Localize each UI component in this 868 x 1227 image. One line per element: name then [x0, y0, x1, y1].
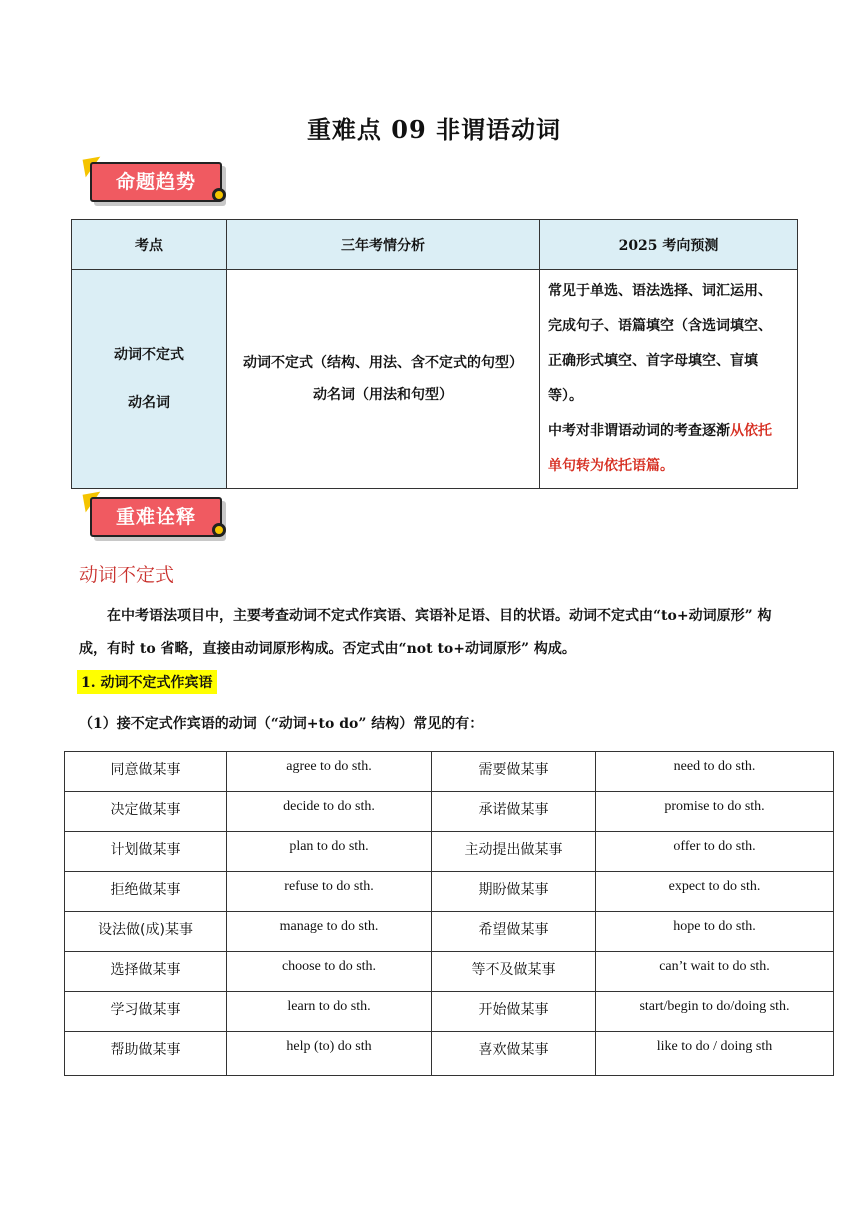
chinese-meaning-cell: 等不及做某事 — [432, 952, 596, 992]
ring-icon — [212, 523, 226, 537]
prediction-line: 完成句子、语篇填空（含选词填空、 — [548, 318, 772, 334]
subheading: （1）接不定式作宾语的动词（“动词+to do” 结构）常见的有： — [79, 716, 484, 732]
table-row — [65, 992, 834, 1032]
chinese-meaning-cell: 同意做某事 — [65, 752, 227, 792]
analysis-line: 动词不定式（结构、用法、含不定式的句型） — [243, 355, 523, 371]
chinese-meaning-cell: 需要做某事 — [432, 752, 596, 792]
english-phrase-cell: plan to do sth. — [227, 832, 432, 872]
banner-trend — [84, 158, 244, 218]
chinese-meaning-cell: 承诺做某事 — [432, 792, 596, 832]
english-phrase-cell: learn to do sth. — [227, 992, 432, 1032]
chinese-meaning-cell: 帮助做某事 — [65, 1032, 227, 1076]
prediction-highlight: 从依托 — [730, 423, 772, 439]
chinese-meaning-cell: 主动提出做某事 — [432, 832, 596, 872]
english-phrase-cell: help (to) do sth — [227, 1032, 432, 1076]
table-row — [65, 952, 834, 992]
table-row — [65, 912, 834, 952]
analysis-cell — [227, 270, 540, 489]
trend-table — [71, 219, 798, 489]
english-phrase-cell: expect to do sth. — [596, 872, 834, 912]
header-prediction: 2025 考向预测 — [540, 220, 798, 270]
table-row — [65, 752, 834, 792]
verb-table — [64, 751, 834, 1076]
english-phrase-cell: manage to do sth. — [227, 912, 432, 952]
table-row — [65, 872, 834, 912]
point-cell — [72, 270, 227, 489]
prediction-line: 中考对非谓语动词的考查逐渐从依托 — [548, 423, 772, 439]
table-row — [65, 1032, 834, 1076]
page-title: 重难点 09 非谓语动词 — [306, 115, 562, 144]
ring-icon — [212, 188, 226, 202]
header-analysis: 三年考情分析 — [227, 220, 540, 270]
english-phrase-cell: need to do sth. — [596, 752, 834, 792]
english-phrase-cell: promise to do sth. — [596, 792, 834, 832]
english-phrase-cell: can’t wait to do sth. — [596, 952, 834, 992]
english-phrase-cell: offer to do sth. — [596, 832, 834, 872]
banner-explain-label: 重难诠释 — [90, 497, 222, 537]
english-phrase-cell: like to do / doing sth — [596, 1032, 834, 1076]
english-phrase-cell: agree to do sth. — [227, 752, 432, 792]
table-row — [65, 792, 834, 832]
intro-paragraph: 在中考语法项目中，主要考查动词不定式作宾语、宾语补足语、目的状语。动词不定式由“to+动词原形” 构成，有时 to 省略，直接由动词原形构成。否定式由“not to+动词原形” 构成。 — [79, 608, 772, 657]
point-line: 动名词 — [128, 395, 170, 411]
chinese-meaning-cell: 计划做某事 — [65, 832, 227, 872]
prediction-highlight: 单句转为依托语篇。 — [548, 458, 674, 474]
chinese-meaning-cell: 设法做(成)某事 — [65, 912, 227, 952]
english-phrase-cell: choose to do sth. — [227, 952, 432, 992]
header-point: 考点 — [72, 220, 227, 270]
table-row — [65, 832, 834, 872]
section-title: 动词不定式 — [79, 564, 175, 586]
prediction-line: 常见于单选、语法选择、词汇运用、 — [548, 283, 772, 299]
english-phrase-cell: hope to do sth. — [596, 912, 834, 952]
chinese-meaning-cell: 学习做某事 — [65, 992, 227, 1032]
subheading-highlight: 1. 动词不定式作宾语 — [77, 670, 217, 694]
english-phrase-cell: refuse to do sth. — [227, 872, 432, 912]
chinese-meaning-cell: 选择做某事 — [65, 952, 227, 992]
chinese-meaning-cell: 开始做某事 — [432, 992, 596, 1032]
prediction-cell — [540, 270, 798, 489]
english-phrase-cell: decide to do sth. — [227, 792, 432, 832]
banner-explain — [84, 493, 244, 553]
banner-trend-label: 命题趋势 — [90, 162, 222, 202]
analysis-line: 动名词（用法和句型） — [313, 387, 453, 403]
english-phrase-cell: start/begin to do/doing sth. — [596, 992, 834, 1032]
chinese-meaning-cell: 喜欢做某事 — [432, 1032, 596, 1076]
chinese-meaning-cell: 决定做某事 — [65, 792, 227, 832]
prediction-line: 正确形式填空、首字母填空、盲填等）。 — [548, 353, 758, 404]
chinese-meaning-cell: 期盼做某事 — [432, 872, 596, 912]
point-line: 动词不定式 — [114, 347, 184, 363]
chinese-meaning-cell: 拒绝做某事 — [65, 872, 227, 912]
chinese-meaning-cell: 希望做某事 — [432, 912, 596, 952]
